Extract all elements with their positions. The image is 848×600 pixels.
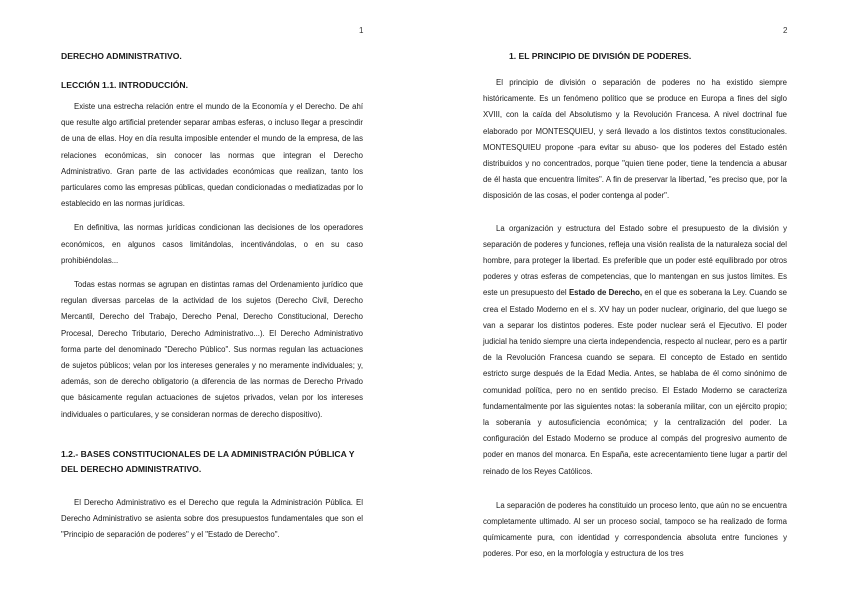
page-number: 1 xyxy=(359,26,364,35)
paragraph xyxy=(61,220,363,269)
text-column xyxy=(483,48,787,563)
page-right xyxy=(424,0,848,600)
paragraph: La separación de poderes ha constituido un proceso lento, que aún no se encuentra completamente ultimado. Al ser un proceso social, tampoco se ha realizado de forma químicamente pura, con identidad y correspondencia absoluta entre funciones y poderes. Por eso, en la morfología y estructura de los tres xyxy=(483,500,787,559)
section-heading: 1.2.- BASES CONSTITUCIONALES DE LA ADMINISTRACIÓN PÚBLICA Y DEL DERECHO ADMINISTRATIVO. xyxy=(61,448,355,474)
section-heading: 1. EL PRINCIPIO DE DIVISIÓN DE PODERES. xyxy=(509,51,692,61)
paragraph: El principio de división o separación de poderes no ha existido siempre históricamente. Es un fenómeno político que se produce en Europa a fines del siglo XVIII, con la caída del Absolutismo y la Revolución Francesa. A nivel doctrinal fue elaborado por MONTESQUIEU, y será llevado a los distintos textos constitucionales. MONTESQUIEU propone -para evitar su abuso- que los poderes del Estado estén distribuidos y no concentrados, porque "quien tiene poder, tiene la tendencia a abusar de él hasta que encuentra límites". A fin de preservar la libertad, "es preciso que, por la disposición de las cosas, el poder contenga al poder". xyxy=(483,78,787,201)
paragraph-text: en el que es soberana la Ley. Cuando se crea el Estado Moderno en el s. XV hay un poder nuclear, originario, del que luego se van a separar los distintos poderes. Este poder nuclear será el Ejecutivo. El poder judicial ha tenido siempre una cierta independencia, respecto al nuclear, pero es a partir de la Revolución Francesa cuando se separa. El concepto de Estado en sentido estricto surge después de la Edad Media. Antes, se hablaba de él como sinónimo de comunidad política, pero no en sentido preciso. El Estado Moderno se caracteriza fundamentalmente por las siguientes notas: la soberanía militar, con un ejército propio; la soberanía y autosuficiencia económica; y la centralización del poder. La configuración del Estado Moderno se produce al compás del progresivo aumento de poder en manos del monarca. En España, este acrecentamiento tiene lugar a partir del reinado de los Reyes Católicos. xyxy=(483,288,788,476)
paragraph: Existe una estrecha relación entre el mundo de la Economía y el Derecho. De ahí que resulte algo artificial pretender separar ambas esferas, o incluso llegar a prescindir de una de ellas. Hoy en día resulta imposible entender el mundo de la empresa, de las relaciones económicas, sin conocer las normas que integran el Derecho Administrativo. Gran parte de las actividades económicas que realizan, tanto los particulares como las empresas públicas, quedan condicionadas o mediatizadas por lo establecido en las normas jurídicas. xyxy=(61,102,363,209)
page-number: 2 xyxy=(783,26,788,35)
paragraph-text: La organización y estructura del Estado sobre el presupuesto de la división y separación de poderes y funciones, refleja una visión realista de la naturaleza social del hombre, para proteger la libertad. Es preferible que un poder esté equilibrado por otros poderes y otras esferas de competencias, que lo mantengan en sus justos límites. Es este un presupuesto del xyxy=(483,223,787,298)
text-column xyxy=(61,48,363,543)
paragraph xyxy=(483,221,787,480)
lesson-heading: LECCIÓN 1.1. INTRODUCCIÓN. xyxy=(61,80,189,90)
paragraph: Todas estas normas se agrupan en distintas ramas del Ordenamiento jurídico que regulan diversas parcelas de la actividad de los sujetos (Derecho Civil, Derecho Mercantil, Derecho del Trabajo, Derecho Penal, Derecho Constitucional, Derecho Procesal, Derecho Tributario, Derecho Administrativo...). El Derecho Administrativo forma parte del denominado "Derecho Público". Sus normas regulan las actuaciones de sujetos públicos; velan por los intereses generales y no meramente individuales; y, además, son de derecho obligatorio (a diferencia de las normas de Derecho Privado que básicamente regulan actuaciones de sujetos privados, velan por los intereses individuales o particulares, y se consideran normas de derecho dispositivo). xyxy=(61,280,363,419)
bold-term: Estado de Derecho, xyxy=(568,288,643,298)
paragraph-text: En definitiva, las normas jurídicas condicionan las decisiones de los operadores económicos, en algunos casos limitándolas, incentivándolas, o en su xyxy=(61,223,363,249)
paragraph-tail: caso prohibiéndolas... xyxy=(61,239,363,265)
document-title: DERECHO ADMINISTRATIVO. xyxy=(61,51,182,61)
paragraph: El Derecho Administrativo es el Derecho que regula la Administración Pública. El Derecho Administrativo se asienta sobre dos presupuestos fundamentales que son el "Principio de separación de poderes" y el "Estado de Derecho". xyxy=(61,497,363,540)
